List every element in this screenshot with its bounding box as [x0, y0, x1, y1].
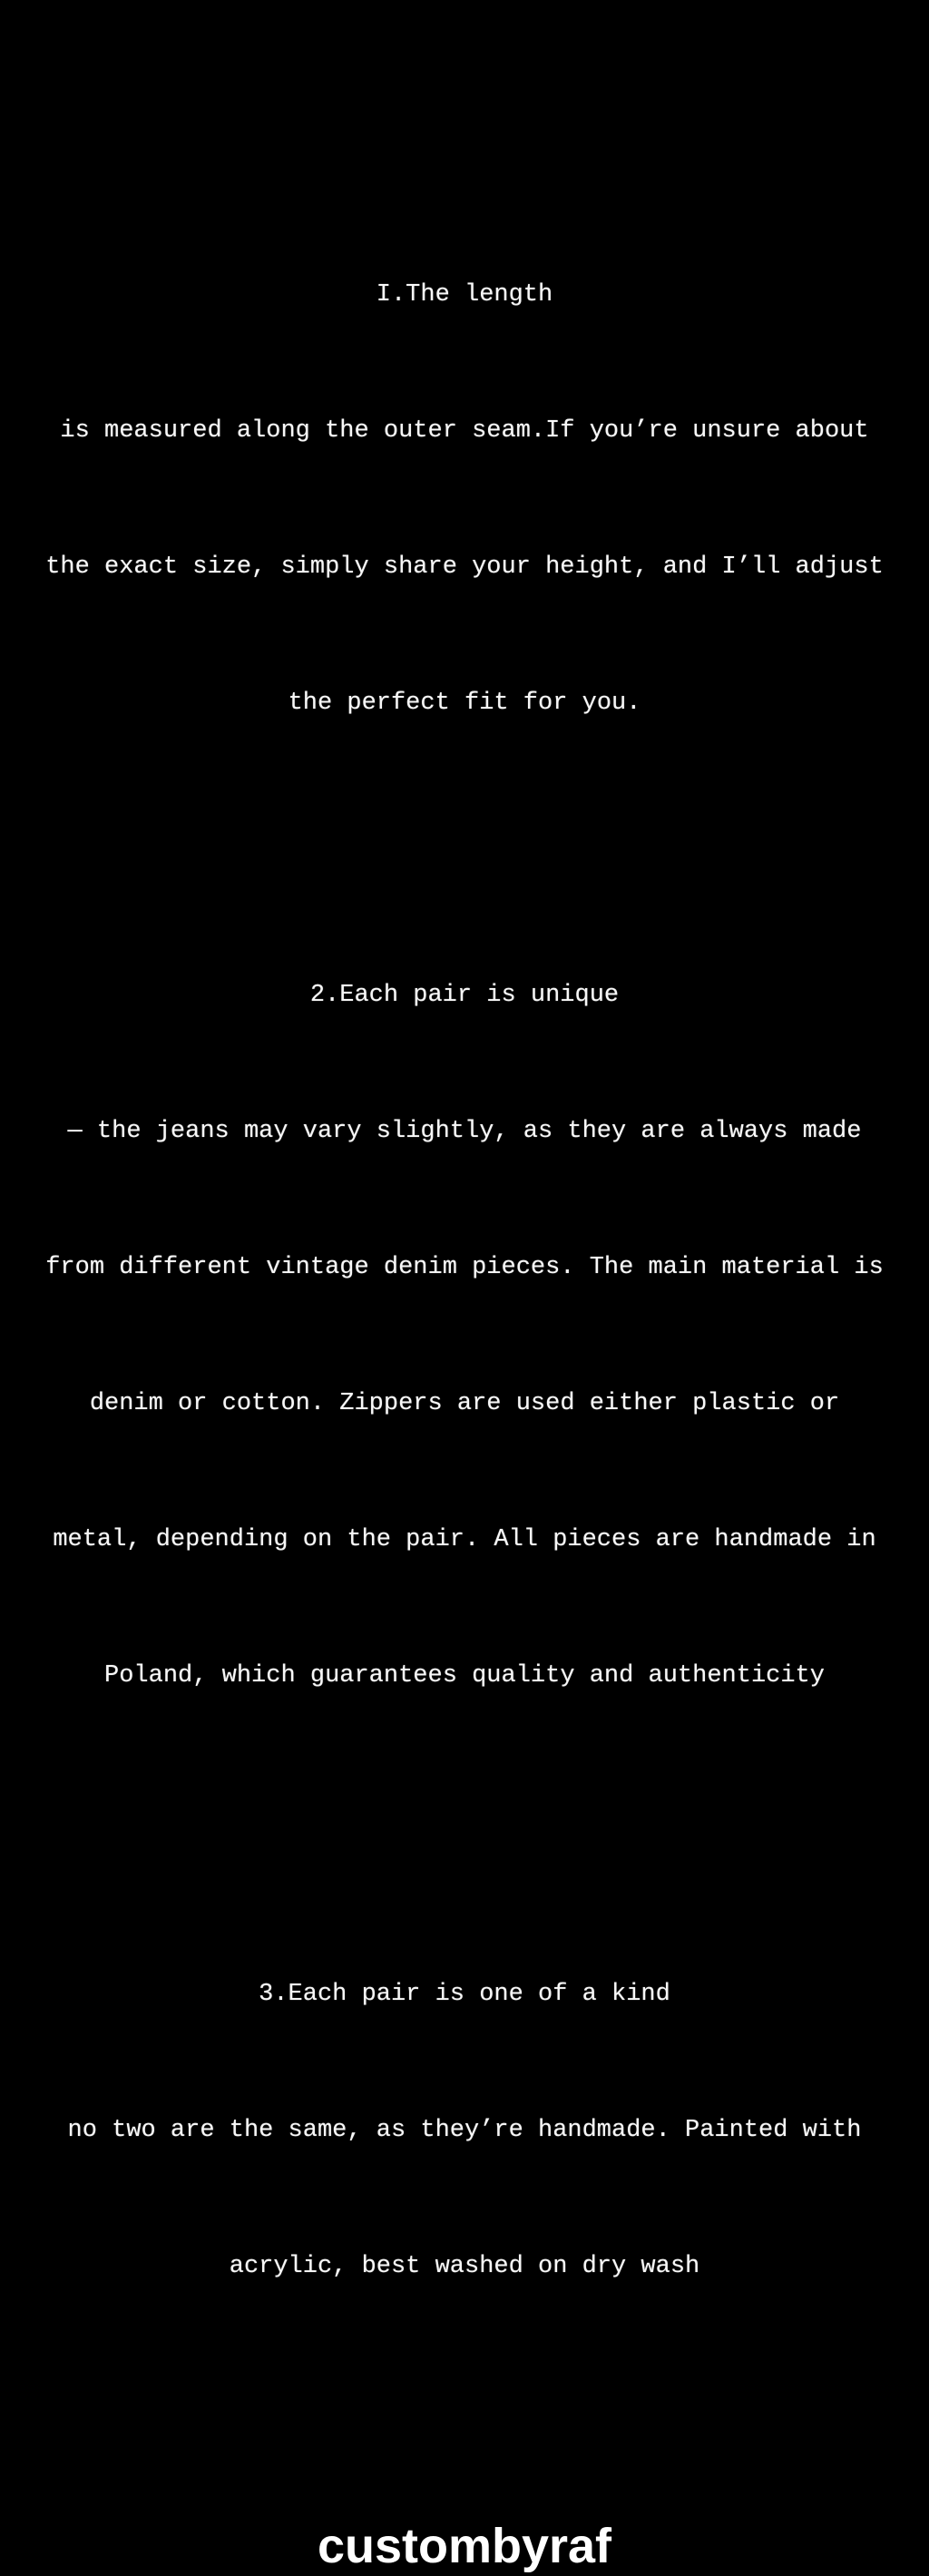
section-2-line: Poland, which guarantees quality and authenticity: [104, 1662, 825, 1690]
section-1-line: is measured along the outer seam.If you’re unsure about: [60, 417, 869, 445]
section-2-line: from different vintage denim pieces. The main material is: [45, 1254, 884, 1281]
section-2-line: — the jeans may vary slightly, as they are always made: [67, 1118, 862, 1145]
section-length: [0, 0, 929, 817]
section-3-line: acrylic, best washed on dry wash: [229, 2253, 700, 2280]
section-1-line: the perfect fit for you.: [288, 690, 641, 717]
section-2-line: metal, depending on the pair. All pieces are handmade in: [53, 1526, 876, 1553]
brand-wordmark: custombyraf: [317, 2519, 612, 2573]
section-3-heading: 3.Each pair is one of a kind: [259, 1981, 670, 2008]
section-one-of-a-kind: [0, 1881, 929, 2380]
section-1-line: the exact size, simply share your height, and I’ll adjust: [45, 553, 884, 581]
section-unique: [0, 882, 929, 1789]
section-1-heading: I.The length: [376, 281, 553, 309]
section-3-line: no two are the same, as they’re handmade. Painted with: [67, 2117, 862, 2144]
section-2-line: denim or cotton. Zippers are used either plastic or: [89, 1390, 840, 1417]
section-2-heading: 2.Each pair is unique: [309, 982, 620, 1009]
